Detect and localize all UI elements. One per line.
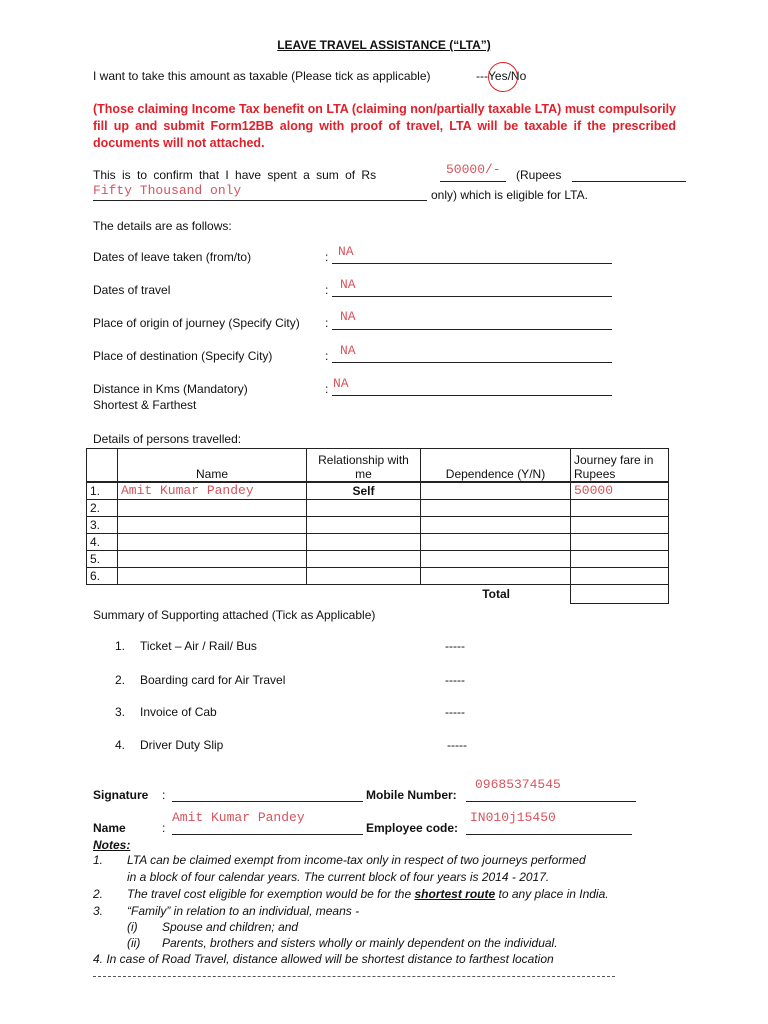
rupees-line [572, 181, 686, 182]
amount-line [440, 181, 506, 182]
relationship-cell[interactable]: Self [307, 482, 421, 500]
note-2-emphasis: shortest route [414, 887, 496, 901]
note-1-line-2: in a block of four calendar years. The current block of four years is 2014 - 2017. [127, 870, 550, 884]
notes-heading: Notes: [93, 838, 131, 852]
note-3-ii-number: (ii) [127, 936, 141, 950]
confirm-text-a: This is to confirm that I have spent a sum of Rs [93, 168, 377, 182]
employee-code-value[interactable]: IN010j15450 [470, 810, 556, 825]
persons-heading: Details of persons travelled: [93, 432, 242, 446]
field-sublabel: Shortest & Farthest [93, 398, 197, 412]
note-2-text-b: to any place in India. [498, 887, 609, 901]
item-mark[interactable]: ----- [445, 705, 465, 719]
row-number: 5. [87, 551, 118, 568]
code-line [466, 834, 632, 835]
field-value[interactable]: NA [340, 343, 356, 358]
row-number: 6. [87, 568, 118, 585]
item-mark[interactable]: ----- [445, 639, 465, 653]
fare-cell[interactable] [571, 517, 669, 534]
note-3-i-number: (i) [127, 920, 138, 934]
note-2 [127, 887, 609, 901]
dependence-cell[interactable] [421, 551, 571, 568]
fare-cell[interactable]: 50000 [571, 482, 669, 500]
item-number: 4. [115, 738, 126, 752]
item-mark[interactable]: ----- [447, 738, 467, 752]
dependence-cell[interactable] [421, 534, 571, 551]
item-number: 1. [115, 639, 126, 653]
total-row [87, 585, 669, 604]
colon: : [162, 821, 166, 835]
fare-cell[interactable] [571, 534, 669, 551]
table-row [87, 551, 669, 568]
field-label: Distance in Kms (Mandatory) [93, 382, 248, 396]
colon: : [325, 382, 329, 396]
note-3: “Family” in relation to an individual, means - [127, 904, 360, 918]
fare-cell[interactable] [571, 568, 669, 585]
relationship-cell[interactable] [307, 551, 421, 568]
mobile-label: Mobile Number: [366, 788, 457, 802]
relationship-cell[interactable] [307, 517, 421, 534]
item-label: Ticket – Air / Rail/ Bus [140, 639, 257, 653]
taxable-question: I want to take this amount as taxable (Please tick as applicable) [93, 69, 431, 83]
fare-cell[interactable] [571, 500, 669, 517]
item-label: Invoice of Cab [140, 705, 217, 719]
field-label: Dates of travel [93, 283, 171, 297]
dependence-cell[interactable] [421, 500, 571, 517]
note-4: 4. In case of Road Travel, distance allowed will be shortest distance to farthest location [93, 952, 554, 966]
colon: : [325, 349, 329, 363]
colon: : [325, 316, 329, 330]
header-dependence: Dependence (Y/N) [421, 449, 571, 483]
relationship-cell[interactable] [307, 500, 421, 517]
confirm-text-c: only) which is eligible for LTA. [431, 188, 588, 202]
name-value[interactable]: Amit Kumar Pandey [172, 810, 305, 825]
name-label: Name [93, 821, 126, 835]
option-no[interactable]: No [510, 69, 527, 83]
field-label: Place of origin of journey (Specify City) [93, 316, 300, 330]
persons-table [86, 448, 669, 604]
row-number: 2. [87, 500, 118, 517]
total-label: Total [87, 585, 571, 604]
warning-paragraph: (Those claiming Income Tax benefit on LTA (claiming non/partially taxable LTA) must compulsorily fill up and submit Form12BB along with proof of travel, LTA will be taxable if the prescribed documents will not attached. [93, 102, 676, 150]
table-row [87, 500, 669, 517]
note-number: 1. [93, 853, 104, 867]
colon: : [325, 283, 329, 297]
field-value[interactable]: NA [340, 277, 356, 292]
amount-value[interactable]: 50000/- [446, 162, 501, 177]
item-label: Driver Duty Slip [140, 738, 224, 752]
item-mark[interactable]: ----- [445, 673, 465, 687]
note-3-i: Spouse and children; and [162, 920, 299, 934]
item-label: Boarding card for Air Travel [140, 673, 286, 687]
field-label: Place of destination (Specify City) [93, 349, 273, 363]
amount-words[interactable]: Fifty Thousand only [93, 183, 242, 198]
header-fare: Journey fare in Rupees [571, 449, 669, 483]
employee-code-label: Employee code: [366, 821, 459, 835]
row-number: 4. [87, 534, 118, 551]
header-name: Name [118, 449, 307, 483]
dash-prefix: --- [476, 69, 488, 83]
table-row [87, 534, 669, 551]
field-value[interactable]: NA [338, 244, 354, 259]
table-row [87, 568, 669, 585]
field-line [332, 263, 612, 264]
field-value[interactable]: NA [340, 309, 356, 324]
details-heading: The details are as follows: [93, 219, 232, 233]
dashed-separator [93, 976, 615, 977]
separator: / [507, 69, 511, 83]
page-title: LEAVE TRAVEL ASSISTANCE (“LTA”) [277, 38, 491, 52]
relationship-cell[interactable] [307, 568, 421, 585]
field-value[interactable]: NA [333, 376, 349, 391]
dependence-cell[interactable] [421, 482, 571, 500]
dependence-cell[interactable] [421, 568, 571, 585]
signature-label: Signature [93, 788, 149, 802]
name-cell[interactable] [118, 551, 307, 568]
signature-field[interactable] [172, 801, 363, 802]
yes-selected-circle [488, 62, 518, 92]
name-cell[interactable] [118, 534, 307, 551]
name-cell[interactable]: Amit Kumar Pandey [118, 482, 307, 500]
item-number: 2. [115, 673, 126, 687]
fare-cell[interactable] [571, 551, 669, 568]
field-line [332, 362, 612, 363]
name-cell[interactable] [118, 568, 307, 585]
note-number: 2. [93, 887, 104, 901]
dependence-cell[interactable] [421, 517, 571, 534]
relationship-cell[interactable] [307, 534, 421, 551]
item-number: 3. [115, 705, 126, 719]
colon: : [162, 788, 166, 802]
table-row [87, 517, 669, 534]
summary-heading: Summary of Supporting attached (Tick as Applicable) [93, 608, 376, 622]
words-line [93, 200, 427, 201]
total-value[interactable] [571, 585, 669, 604]
note-number: 3. [93, 904, 104, 918]
note-1-line-1: LTA can be claimed exempt from income-tax only in respect of two journeys performed [127, 853, 586, 867]
note-3-ii: Parents, brothers and sisters wholly or mainly dependent on the individual. [162, 936, 558, 950]
name-line [172, 834, 363, 835]
colon: : [325, 250, 329, 264]
row-number: 1. [87, 482, 118, 500]
table-row [87, 482, 669, 500]
header-relationship: Relationship with me [307, 449, 421, 483]
note-2-text-a: The travel cost eligible for exemption would be for the [127, 887, 412, 901]
confirm-text-b: (Rupees [516, 168, 562, 182]
table-header-row [87, 449, 669, 483]
row-number: 3. [87, 517, 118, 534]
mobile-line [466, 801, 636, 802]
name-cell[interactable] [118, 500, 307, 517]
name-cell[interactable] [118, 517, 307, 534]
field-label: Dates of leave taken (from/to) [93, 250, 252, 264]
field-line [332, 296, 612, 297]
mobile-value[interactable]: 09685374545 [475, 777, 561, 792]
field-line [332, 329, 612, 330]
option-yes[interactable]: Yes [488, 69, 508, 83]
field-line [332, 395, 612, 396]
